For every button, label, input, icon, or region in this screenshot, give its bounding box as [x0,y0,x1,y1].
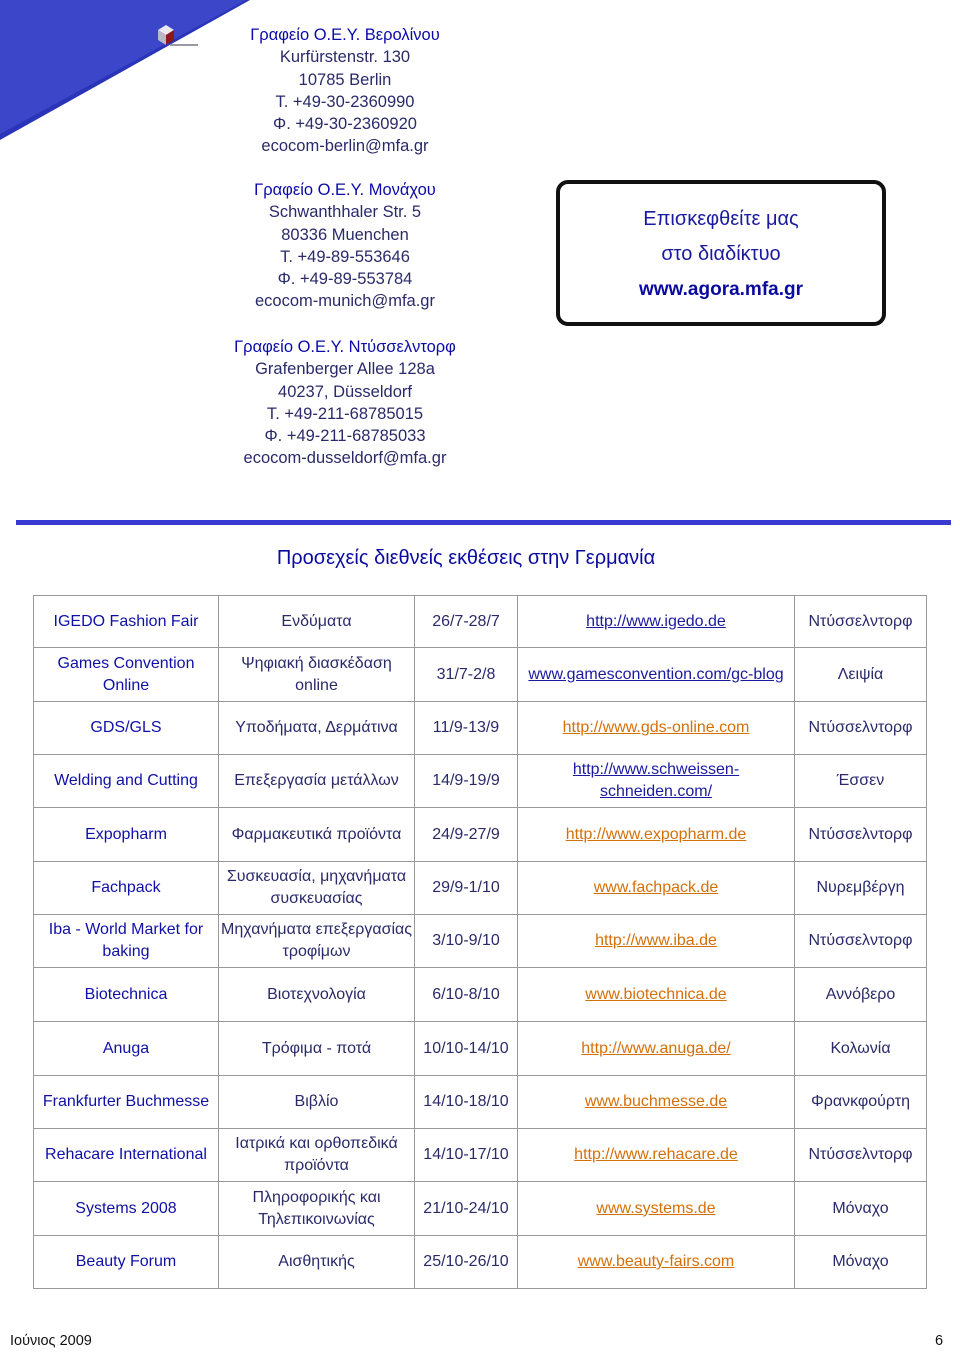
fair-url [518,862,795,915]
table-row [34,968,927,1022]
fair-category [219,1129,415,1182]
table-row [34,702,927,755]
table-row [34,755,927,808]
office-address: Kurfürstenstr. 130 [279,48,411,67]
visit-website-box [556,180,886,326]
fair-dates-text: 21/10-24/10 [423,1199,509,1217]
fair-category [219,968,415,1022]
office-fax: Φ. +49-89-553784 [277,270,413,289]
fair-url [518,702,795,755]
fair-name-text: Welding and Cutting [54,772,198,789]
fairs-table [33,595,927,1289]
fair-category [219,1022,415,1076]
fair-category-text: Μηχανήματα επεξεργασίας τροφίμων [221,921,412,960]
table-row [34,648,927,702]
fair-category [219,596,415,648]
office-email[interactable]: ecocom-berlin@mfa.gr [261,137,429,156]
fair-category-text: Βιοτεχνολογία [267,985,366,1003]
fair-url-text[interactable]: www.buchmesse.de [584,1093,728,1110]
fair-dates-text: 10/10-14/10 [423,1039,509,1057]
table-row [34,1236,927,1289]
fair-name-text: Rehacare International [45,1146,207,1163]
fair-dates-text: 14/10-17/10 [423,1146,509,1163]
fair-city [795,1129,927,1182]
fair-url-text[interactable]: http://www.anuga.de/ [581,1039,731,1057]
fair-city [795,915,927,968]
fair-city [795,1076,927,1129]
fair-dates [415,1236,518,1289]
office-title: Γραφείο Ο.Ε.Υ. Βερολίνου [250,26,440,44]
fair-url [518,808,795,862]
fair-city [795,702,927,755]
fair-city-text: Μόναχο [832,1253,889,1270]
table-row [34,1022,927,1076]
fair-url [518,1236,795,1289]
fair-name-text: Anuga [102,1039,150,1057]
fair-category-text: Ενδύματα [281,612,352,630]
fair-name-text: IGEDO Fashion Fair [53,612,199,630]
fair-name-text: Expopharm [85,825,167,843]
fair-category-text: Τρόφιμα - ποτά [261,1039,372,1057]
fair-name-text: Systems 2008 [75,1199,177,1217]
corner-logo [0,0,260,150]
fair-category [219,702,415,755]
fair-category-text: Συσκευασία, μηχανήματα συσκευασίας [226,868,407,907]
office-address: Schwanthhaler Str. 5 [268,203,422,222]
fair-url-text[interactable]: http://www.expopharm.de [565,825,747,843]
fair-name [34,1076,219,1129]
fair-city-text: Ντύσσελντορφ [808,932,913,949]
fair-dates [415,1022,518,1076]
fair-city-text: Μόναχο [832,1199,889,1217]
fair-name [34,648,219,702]
office-fax: Φ. +49-211-68785033 [264,427,426,446]
visit-line-1: Επισκεφθείτε μας [643,208,799,230]
fair-city [795,755,927,808]
fair-category-text: Υποδήματα, Δερμάτινα [235,719,398,736]
fair-url-text[interactable]: www.systems.de [596,1199,716,1217]
office-email[interactable]: ecocom-munich@mfa.gr [255,292,435,311]
fair-dates-text: 14/10-18/10 [423,1093,509,1110]
fair-dates [415,755,518,808]
fair-name [34,596,219,648]
footer-date: Ιούνιος 2009 [10,1333,92,1349]
table-row [34,1076,927,1129]
visit-line-2: στο διαδίκτυο [661,243,781,265]
fair-category-text: Φαρμακευτικά προϊόντα [231,825,402,843]
fair-name [34,1022,219,1076]
office-city: 10785 Berlin [298,70,392,89]
fair-category [219,1236,415,1289]
fair-url [518,648,795,702]
fair-dates [415,1182,518,1236]
fair-city [795,1022,927,1076]
office-phone: Τ. +49-89-553646 [280,247,410,266]
fair-category [219,1076,415,1129]
fair-city-text: Ντύσσελντορφ [808,719,913,736]
table-row [34,596,927,648]
fair-category [219,648,415,702]
fair-url [518,755,795,808]
fair-city-text: Νυρεμβέργη [816,879,905,896]
fair-category [219,915,415,968]
fair-url [518,968,795,1022]
fair-url-text[interactable]: http://www.schweissen-schneiden.com/ [572,761,740,800]
fair-city [795,596,927,648]
fair-name-text: Fachpack [91,879,161,896]
table-row [34,1129,927,1182]
fair-url [518,1182,795,1236]
office-address: Grafenberger Allee 128a [255,360,435,379]
fair-url-text[interactable]: www.biotechnica.de [585,985,727,1003]
fair-dates [415,702,518,755]
fair-url [518,596,795,648]
office-title: Γραφείο Ο.Ε.Υ. Ντύσσελντορφ [234,338,456,356]
page-heading: Προσεχείς διεθνείς εκθέσεις στην Γερμανία [276,547,656,569]
fair-city-text: Ντύσσελντορφ [808,1146,913,1163]
table-row [34,915,927,968]
fair-city-text: Κολωνία [830,1039,891,1057]
page-number: 6 [935,1333,944,1349]
fair-url-text[interactable]: http://www.gds-online.com [562,719,750,736]
fair-dates [415,808,518,862]
fair-name [34,755,219,808]
fair-url [518,1022,795,1076]
fair-city-text: Αννόβερο [825,985,896,1003]
fair-name-text: Beauty Forum [75,1253,177,1270]
office-berlin [245,24,445,158]
office-city: 80336 Muenchen [281,225,409,244]
table-row [34,808,927,862]
fair-dates-text: 3/10-9/10 [432,932,500,949]
visit-url-link[interactable]: www.agora.mfa.gr [639,279,803,300]
fair-dates-text: 6/10-8/10 [432,985,500,1003]
fair-url-text[interactable]: www.beauty-fairs.com [577,1253,735,1270]
fair-url-text[interactable]: www.fachpack.de [593,879,719,896]
fair-dates [415,1129,518,1182]
fair-category-text: Ψηφιακή διασκέδαση online [241,654,392,694]
fair-name-text: Frankfurter Buchmesse [42,1093,210,1110]
fair-name-text: Iba - World Market for baking [48,921,204,960]
fair-url-text[interactable]: www.gamesconvention.com/gc-blog [528,665,784,683]
table-row [34,862,927,915]
fair-city-text: Ντύσσελντορφ [808,825,913,843]
office-munich [245,179,445,313]
fair-name [34,915,219,968]
fair-name [34,1182,219,1236]
table-row [34,1182,927,1236]
office-email[interactable]: ecocom-dusseldorf@mfa.gr [243,449,447,468]
fair-url [518,1076,795,1129]
fair-city [795,968,927,1022]
fair-dates-text: 31/7-2/8 [436,665,496,683]
fair-dates [415,596,518,648]
fair-name [34,862,219,915]
fair-category [219,755,415,808]
fair-dates-text: 11/9-13/9 [432,719,500,736]
divider [16,520,951,525]
fair-city-text: Έσσεν [836,772,885,789]
fair-dates-text: 25/10-26/10 [423,1253,509,1270]
fair-dates-text: 26/7-28/7 [432,612,500,630]
fair-city [795,862,927,915]
fair-category [219,862,415,915]
fair-url [518,1129,795,1182]
fair-category-text: Επεξεργασία μετάλλων [234,772,399,789]
fair-name-text: GDS/GLS [90,719,162,736]
fair-category-text: Ιατρικά και ορθοπεδικά προϊόντα [235,1135,398,1174]
fair-dates [415,648,518,702]
fair-city-text: Ντύσσελντορφ [808,612,913,630]
fair-city-text: Φρανκφούρτη [810,1093,911,1110]
fair-category [219,808,415,862]
fair-url [518,915,795,968]
fair-url-text[interactable]: http://www.rehacare.de [574,1146,738,1163]
fair-name-text: Games Convention Online [57,654,195,694]
fair-city [795,1236,927,1289]
fair-name [34,968,219,1022]
fair-city [795,808,927,862]
fair-city [795,648,927,702]
fair-name-text: Biotechnica [84,985,168,1003]
fair-dates [415,1076,518,1129]
fair-name [34,702,219,755]
fair-dates [415,862,518,915]
office-phone: Τ. +49-211-68785015 [266,404,424,423]
fair-name [34,808,219,862]
fair-dates-text: 24/9-27/9 [432,825,500,843]
fair-dates [415,968,518,1022]
fair-name [34,1236,219,1289]
office-fax: Φ. +49-30-2360920 [273,115,417,134]
office-dusseldorf [225,336,465,470]
fair-category [219,1182,415,1236]
fair-name [34,1129,219,1182]
fair-category-text: Πληροφορικής και Τηλεπικοινωνίας [252,1188,381,1228]
fair-dates-text: 29/9-1/10 [432,879,500,896]
office-title: Γραφείο Ο.Ε.Υ. Μονάχου [254,181,436,199]
fair-category-text: Βιβλίο [294,1093,339,1110]
fair-url-text[interactable]: http://www.igedo.de [586,612,726,630]
fair-category-text: Αισθητικής [278,1253,355,1270]
fair-city-text: Λειψία [837,665,884,683]
fair-url-text[interactable]: http://www.iba.de [595,932,717,949]
fair-dates [415,915,518,968]
fair-city [795,1182,927,1236]
fair-dates-text: 14/9-19/9 [432,772,500,789]
office-phone: Τ. +49-30-2360990 [275,92,415,111]
office-city: 40237, Düsseldorf [278,382,412,401]
